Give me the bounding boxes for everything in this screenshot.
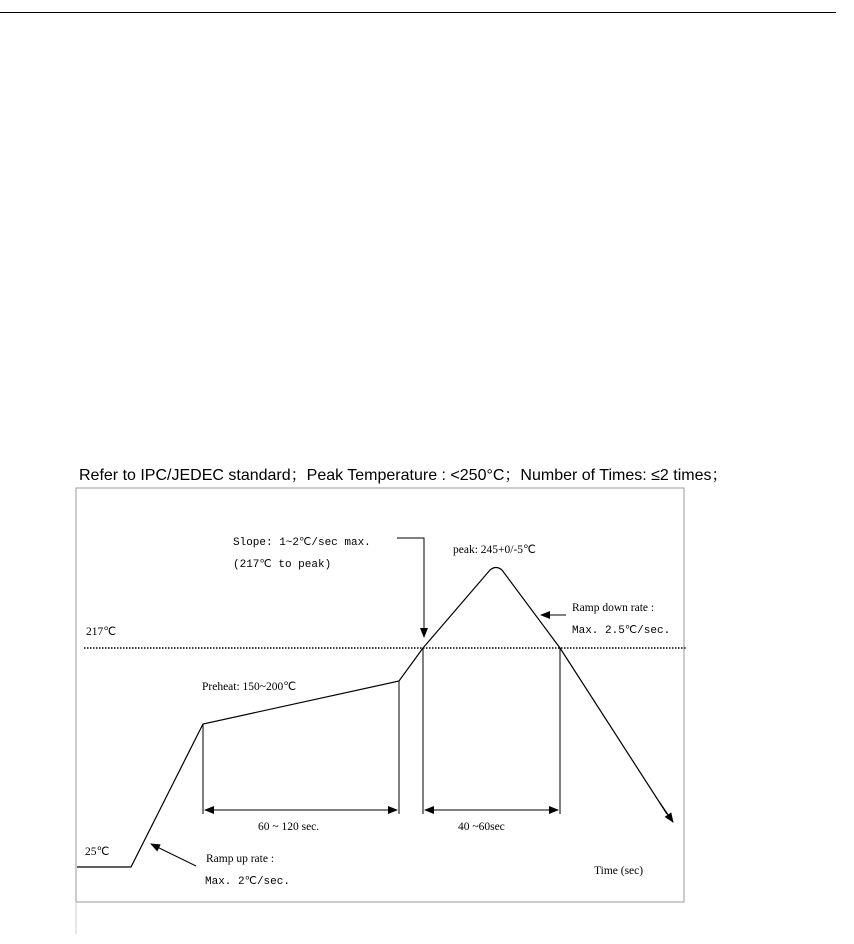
ramp-down-note-line1: Ramp down rate : <box>572 602 655 614</box>
slope-note-line2: (217℃ to peak) <box>233 559 332 571</box>
label-25c: 25℃ <box>85 846 110 858</box>
time-axis-label: Time (sec) <box>594 865 644 877</box>
slope-note-line1: Slope: 1~2℃/sec max. <box>233 537 371 549</box>
preheat-duration-label: 60 ~ 120 sec. <box>258 821 320 833</box>
diagram-frame <box>76 488 684 902</box>
peak-duration-label: 40 ~60sec <box>458 821 505 833</box>
ramp-up-note-line2: Max. 2℃/sec. <box>205 876 290 888</box>
preheat-label: Preheat: 150~200℃ <box>202 681 297 693</box>
ramp-up-callout-arrow <box>151 844 196 866</box>
label-217c: 217℃ <box>86 626 117 638</box>
standard-caption: Refer to IPC/JEDEC standard；Peak Temperature : <250°C；Number of Times: ≤2 times； <box>79 467 728 484</box>
peak-label: peak: 245+0/-5℃ <box>453 544 536 556</box>
curve-end-arrow <box>660 803 673 822</box>
ramp-down-note-line2: Max. 2.5℃/sec. <box>572 625 671 637</box>
ramp-up-note-line1: Ramp up rate : <box>206 853 275 865</box>
slope-callout-leader <box>397 538 424 632</box>
